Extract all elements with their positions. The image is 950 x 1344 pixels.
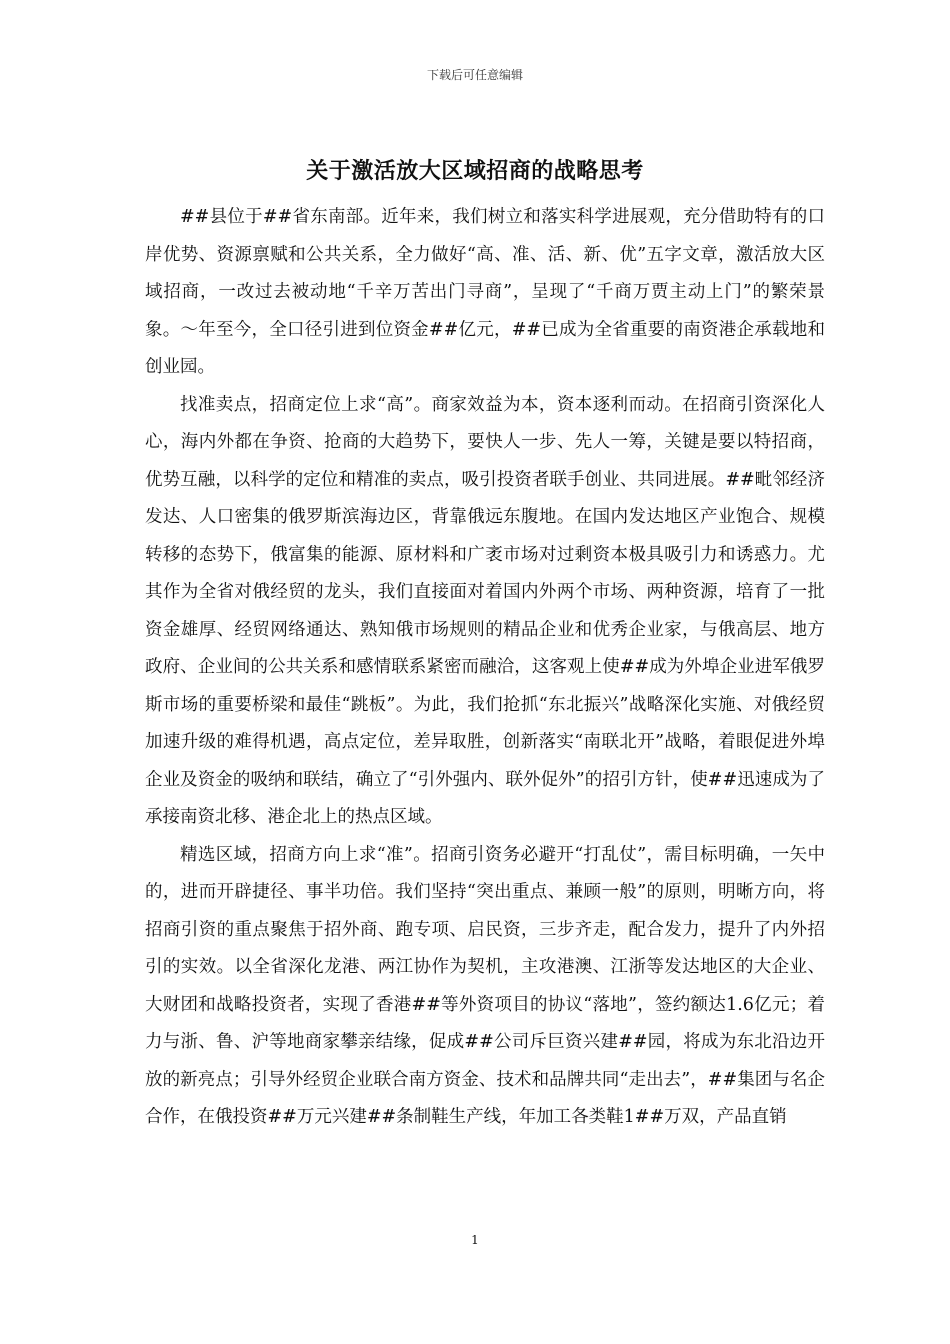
page-number: 1 bbox=[471, 1233, 479, 1247]
paragraph-positioning: 找准卖点，招商定位上求“高”。商家效益为本，资本逐利而动。在招商引资深化人心，海内外都在争资、抢商的大趋势下，要快人一步、先人一筹，关键是要以特招商，优势互融，以科学的定位和精准的卖点，吸引投资者联手创业、共同进展。##毗邻经济发达、人口密集的俄罗斯滨海边区，背靠俄远东腹地。在国内发达地区产业饱合、规模转移的态势下，俄富集的能源、原材料和广袤市场对过剩资本极具吸引力和诱惑力。尤其作为全省对俄经贸的龙头，我们直接面对着国内外两个市场、两种资源，培育了一批资金雄厚、经贸网络通达、熟知俄市场规则的精品企业和优秀企业家，与俄高层、地方政府、企业间的公共关系和感情联系紧密而融洽，这客观上使##成为外埠企业进军俄罗斯市场的重要桥梁和最佳“跳板”。为此，我们抢抓“东北振兴”战略深化实施、对俄经贸加速升级的难得机遇，高点定位，差异取胜，创新落实“南联北开”战略，着眼促进外埠企业及资金的吸纳和联结，确立了“引外强内、联外促外”的招引方针，使##迅速成为了承接南资北移、港企北上的热点区域。 bbox=[145, 394, 825, 827]
paragraph-regions: 精选区域，招商方向上求“准”。招商引资务必避开“打乱仗”，需目标明确，一矢中的，进而开辟捷径、事半功倍。我们坚持“突出重点、兼顾一般”的原则，明晰方向，将招商引资的重点聚焦于招外商、跑专项、启民资，三步齐走，配合发力，提升了内外招引的实效。以全省深化龙港、两江协作为契机，主攻港澳、江浙等发达地区的大企业、大财团和战略投资者，实现了香港##等外资项目的协议“落地”，签约额达1.6亿元；着力与浙、鲁、沪等地商家攀亲结缘，促成##公司斥巨资兴建##园，将成为东北沿边开放的新亮点；引导外经贸企业联合南方资金、技术和品牌共同“走出去”，##集团与名企合作，在俄投资##万元兴建##条制鞋生产线，年加工各类鞋1##万双，产品直销 bbox=[145, 844, 825, 1127]
document-body bbox=[145, 199, 825, 1137]
document-title: 关于激活放大区域招商的战略思考 bbox=[306, 158, 644, 184]
paragraph-intro: ##县位于##省东南部。近年来，我们树立和落实科学进展观，充分借助特有的口岸优势、资源禀赋和公共关系，全力做好“高、准、活、新、优”五字文章，激活放大区域招商，一改过去被动地“千辛万苦出门寻商”，呈现了“千商万贾主动上门”的繁荣景象。～年至今，全口径引进到位资金##亿元，##已成为全省重要的南资港企承载地和创业园。 bbox=[145, 207, 825, 377]
header-note: 下载后可任意编辑 bbox=[426, 68, 523, 82]
